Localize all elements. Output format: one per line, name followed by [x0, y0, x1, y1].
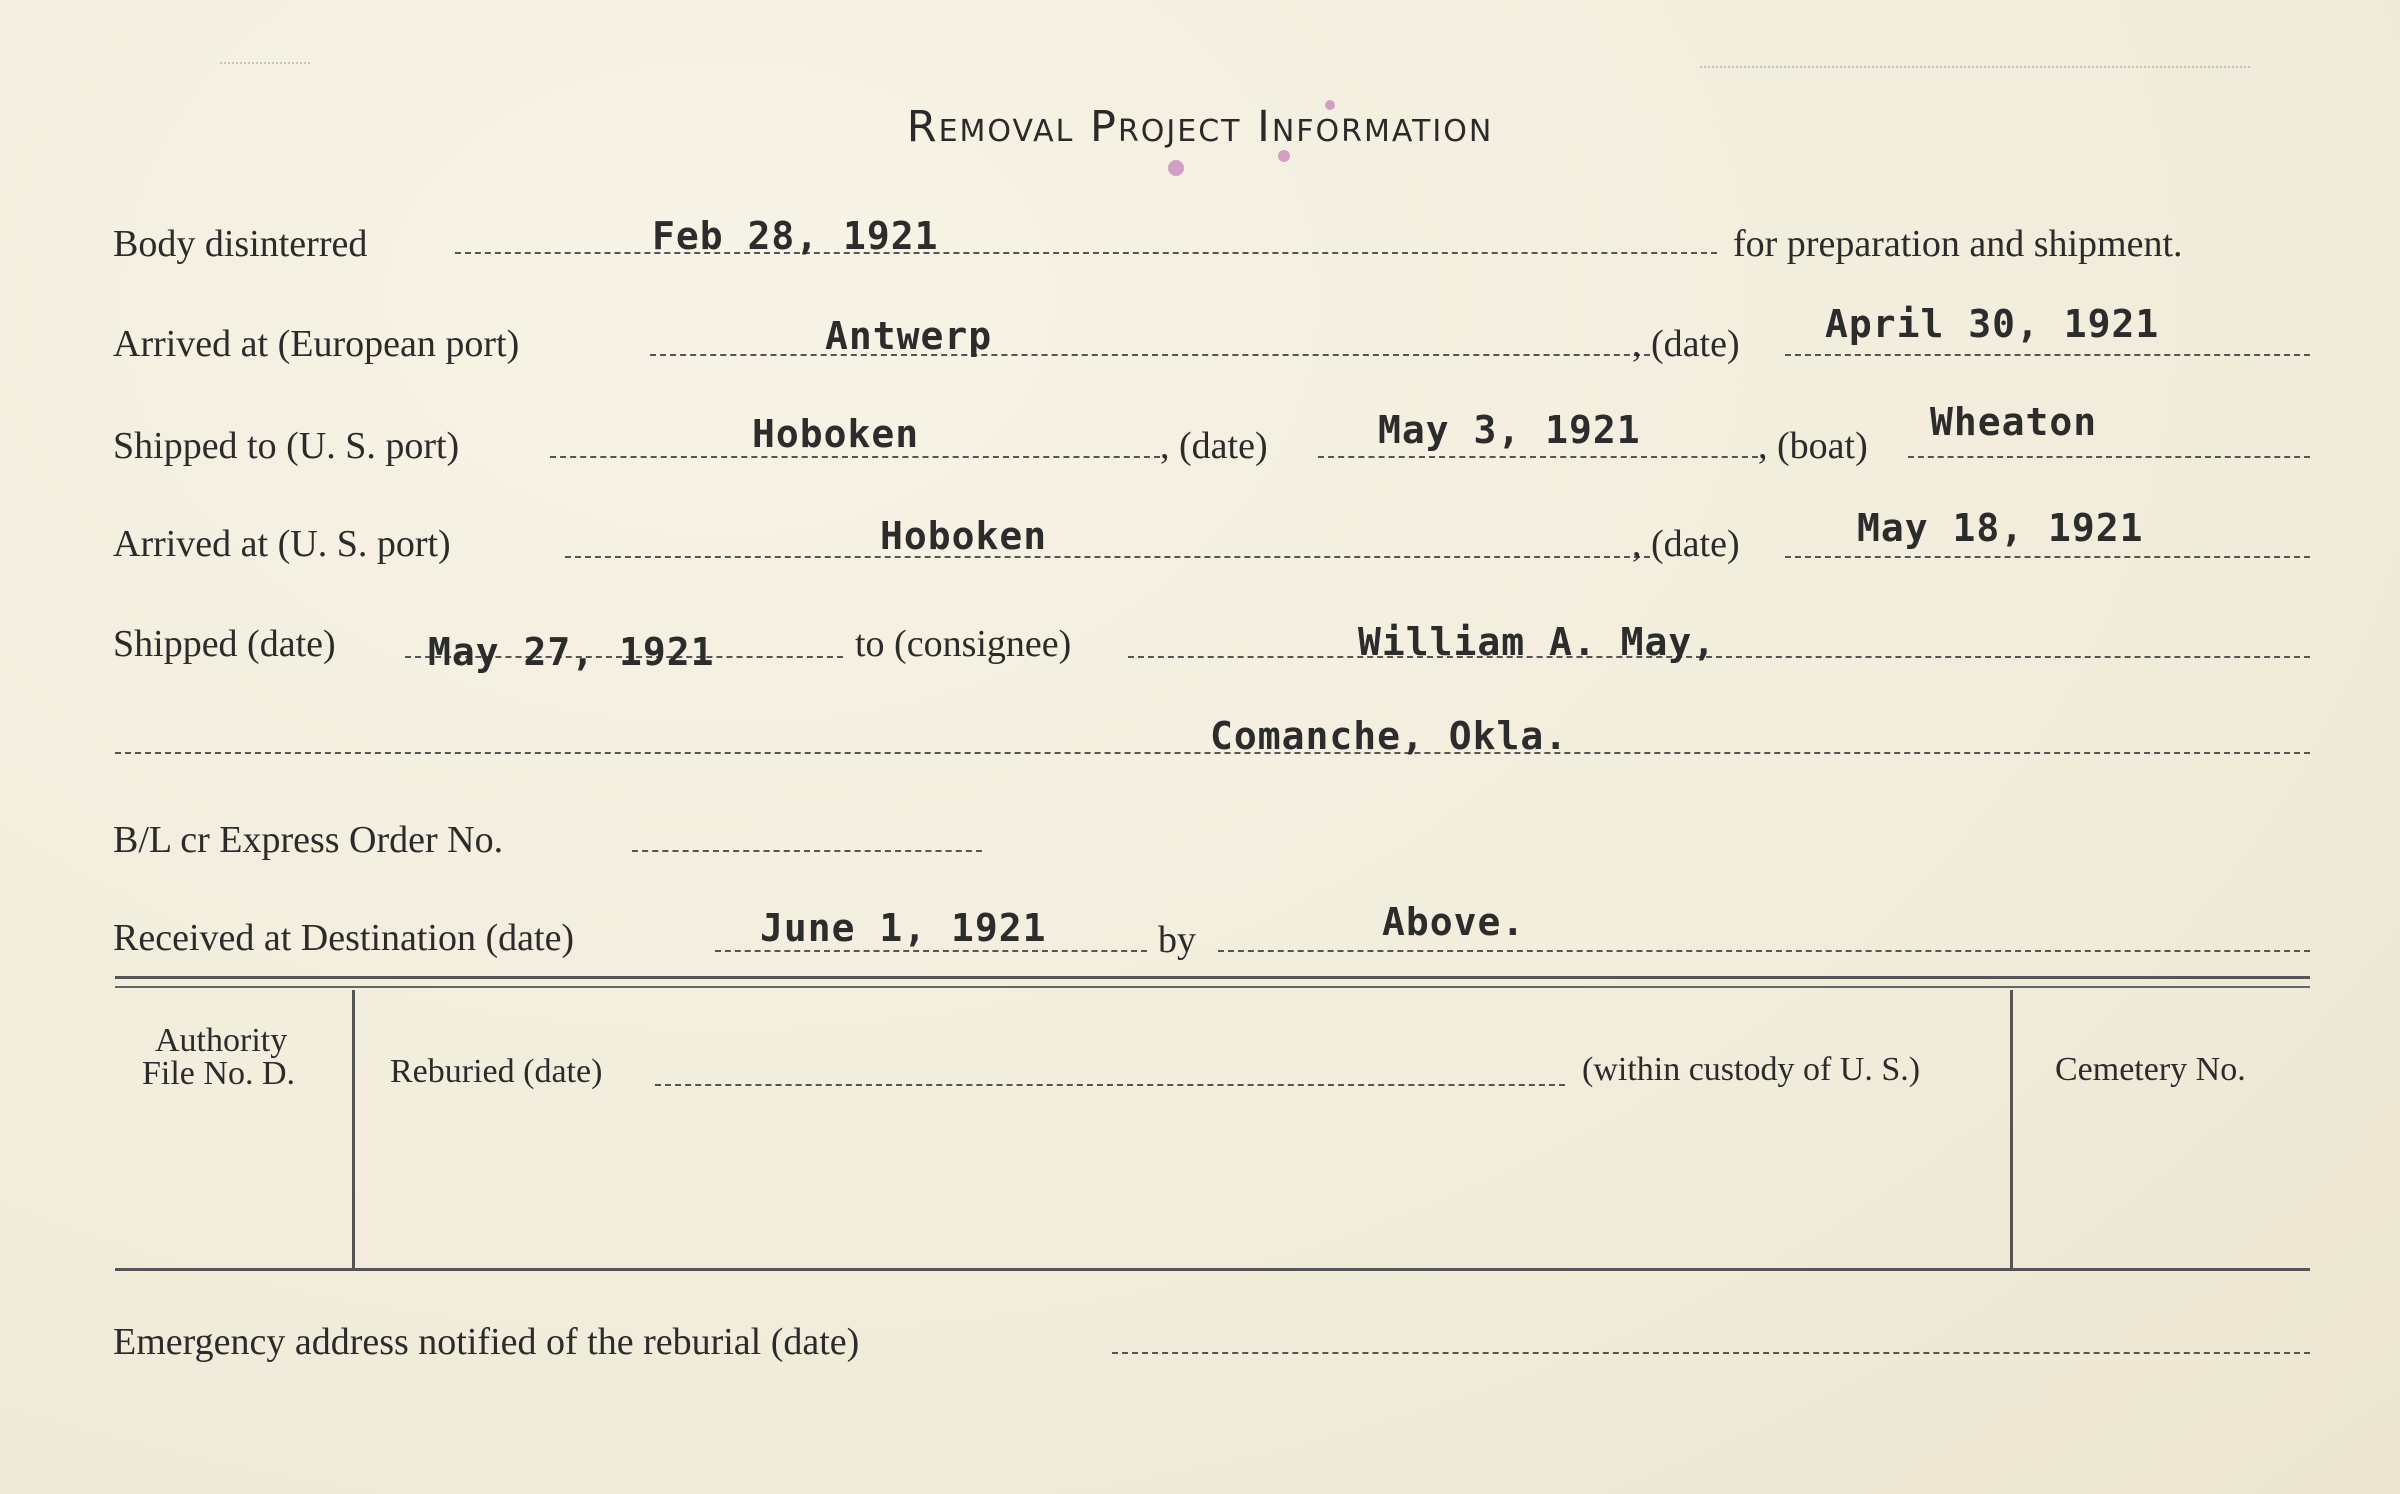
arrived-us-label: Arrived at (U. S. port)	[113, 523, 451, 565]
ink-stamp-mark	[1278, 150, 1290, 162]
shipped-us-label: Shipped to (U. S. port)	[113, 425, 460, 467]
consignee-name: William A. May,	[1358, 620, 1717, 664]
shipped-us-date-line	[1318, 456, 1758, 458]
authority-label-line1: Authority	[155, 1022, 288, 1059]
reburied-line	[655, 1084, 1565, 1086]
shipped-us-boat-label: , (boat)	[1758, 425, 1868, 467]
arrived-us-date-label: , (date)	[1632, 523, 1740, 565]
custody-label: (within custody of U. S.)	[1582, 1051, 1921, 1088]
box-bottom-rule	[115, 1268, 2310, 1271]
shipped-us-port-line	[550, 456, 1160, 458]
arrived-us-date: May 18, 1921	[1857, 506, 2144, 550]
received-label: Received at Destination (date)	[113, 917, 575, 959]
shipped-us-date: May 3, 1921	[1378, 408, 1641, 452]
shipped-date: May 27, 1921	[428, 630, 715, 674]
ink-stamp-mark	[1168, 160, 1184, 176]
box-divider-right	[2010, 990, 2013, 1270]
arrived-european-date: April 30, 1921	[1825, 302, 2160, 346]
box-top-rule	[115, 976, 2310, 979]
consignee-line	[1128, 656, 2310, 658]
shipped-us-date-label: , (date)	[1160, 425, 1268, 467]
shipped-us-port: Hoboken	[752, 412, 920, 456]
emergency-line	[1112, 1352, 2310, 1354]
shipped-date-label: Shipped (date)	[113, 623, 336, 665]
box-divider-left	[352, 990, 355, 1270]
shipped-us-boat: Wheaton	[1930, 400, 2098, 444]
received-by-label: by	[1158, 919, 1196, 961]
reburied-label: Reburied (date)	[390, 1053, 603, 1090]
arrived-european-label: Arrived at (European port)	[113, 323, 520, 365]
authority-label-line2: File No. D.	[142, 1055, 295, 1092]
arrived-us-port-line	[565, 556, 1650, 558]
received-by-line	[1218, 950, 2310, 952]
faint-speckle	[1700, 66, 2250, 68]
arrived-us-date-line	[1785, 556, 2310, 558]
arrived-us-port: Hoboken	[880, 514, 1048, 558]
cemetery-label: Cemetery No.	[2055, 1051, 2246, 1088]
box-top-rule-inner	[115, 986, 2310, 988]
disinterred-suffix: for preparation and shipment.	[1733, 223, 2183, 265]
consignee-address: Comanche, Okla.	[1210, 714, 1569, 758]
disinterred-value: Feb 28, 1921	[652, 214, 939, 258]
arrived-european-date-line	[1785, 354, 2310, 356]
disinterred-line	[455, 252, 1717, 254]
arrived-european-port: Antwerp	[825, 314, 993, 358]
bl-line	[632, 850, 982, 852]
shipped-us-boat-line	[1908, 456, 2310, 458]
card-title: Removal Project Information	[906, 102, 1494, 152]
arrived-european-date-label: , (date)	[1632, 323, 1740, 365]
ink-stamp-mark	[1325, 100, 1335, 110]
consignee-label: to (consignee)	[855, 623, 1072, 665]
received-by: Above.	[1382, 900, 1526, 944]
arrived-european-port-line	[650, 354, 1650, 356]
received-date-line	[715, 950, 1147, 952]
disinterred-label: Body disinterred	[113, 223, 368, 265]
received-date: June 1, 1921	[760, 906, 1047, 950]
faint-speckle	[220, 62, 310, 64]
emergency-label: Emergency address notified of the reburial (date)	[113, 1321, 860, 1363]
bl-label: B/L cr Express Order No.	[113, 819, 504, 861]
